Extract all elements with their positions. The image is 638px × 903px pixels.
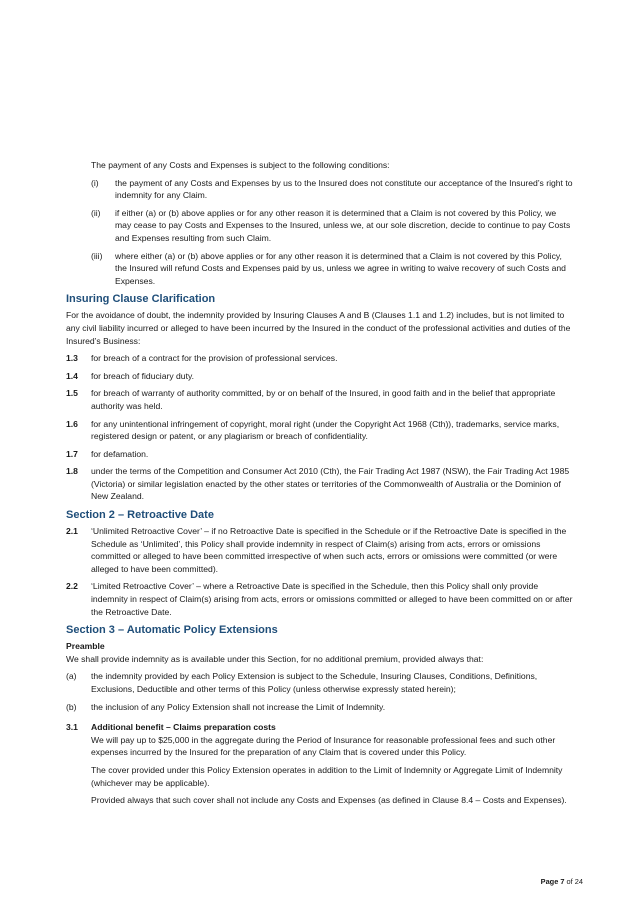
condition-number: (ii): [91, 207, 101, 218]
clause-text: ‘Unlimited Retroactive Cover’ – if no Retroactive Date is specified in the Schedule or if the Retroactive Date is specified in the Schedule as ‘Unlimited’, this Policy shall provide indemnity in respect of Claim(s) arising from acts, errors or omissions committed or alleged to have been committed irrespective of when such acts, errors or omissions were committed (or were alleged to have been committed).: [91, 526, 567, 574]
extension-body: [91, 721, 574, 807]
clause-item: [66, 580, 574, 618]
condition-item: [66, 250, 574, 288]
extension-paragraph: Provided always that such cover shall not include any Costs and Expenses (as defined in Clause 8.4 – Costs and Expenses).: [91, 795, 567, 806]
clause-number: 1.6: [66, 418, 78, 429]
proviso-item: [66, 670, 574, 695]
condition-text: the payment of any Costs and Expenses by us to the Insured does not constitute our acceptance of the Insured’s right to indemnity for any Claim.: [115, 177, 573, 201]
clause-text: for breach of a contract for the provision of professional services.: [91, 353, 338, 364]
clause-item: [66, 448, 574, 461]
extension-paragraph: We will pay up to $25,000 in the aggregate during the Period of Insurance for reasonable professional fees and such other expenses incurred by the Insured for the preparation of any Claim that is covered under this Policy.: [91, 734, 556, 758]
clause-number: 2.2: [66, 581, 78, 592]
condition-item: [66, 177, 574, 202]
condition-text: where either (a) or (b) above applies or for any other reason it is determined that a Claim is not covered by this Policy, the Insured will refund Costs and Expenses paid by us, unless we agree in writing to waive recovery of such Costs and Expenses.: [115, 250, 566, 286]
page-number-total: of 24: [566, 877, 583, 886]
clause-text: for breach of warranty of authority committed, by or on behalf of the Insured, in good faith and in the belief that appropriate authority was held.: [91, 388, 556, 411]
extension-paragraph: The cover provided under this Policy Extension operates in addition to the Limit of Indemnity or Aggregate Limit of Indemnity (whichever may be applicable).: [91, 764, 563, 788]
clause-item: [66, 370, 574, 383]
proviso-text: the inclusion of any Policy Extension shall not increase the Limit of Indemnity.: [91, 701, 386, 712]
clarification-heading: Insuring Clause Clarification: [66, 293, 216, 306]
clause-item: [66, 387, 574, 412]
clause-item: [66, 418, 574, 443]
clause-text: for defamation.: [91, 448, 149, 459]
preamble-title: Preamble: [66, 641, 105, 652]
extension-title: Additional benefit – Claims preparation costs: [91, 722, 276, 733]
clarification-body: For the avoidance of doubt, the indemnity provided by Insuring Clauses A and B (Clauses 1.1 and 1.2) includes, but is not limited to any civil liability incurred or alleged to have been incurred by the Insured in the conduct of the professional activities and duties of the Insured’s Business:: [66, 310, 571, 346]
section3-heading: Section 3 – Automatic Policy Extensions: [66, 624, 278, 637]
clause-number: 2.1: [66, 526, 78, 537]
section2-heading: Section 2 – Retroactive Date: [66, 509, 214, 522]
preamble-body: We shall provide indemnity as is available under this Section, for no additional premium, provided always that:: [66, 653, 484, 664]
clause-item: [66, 352, 574, 365]
clause-item: [66, 525, 574, 575]
clause-number: 1.5: [66, 388, 78, 399]
clause-item: [66, 465, 574, 503]
condition-text: if either (a) or (b) above applies or for any other reason it is determined that a Claim is not covered by this Policy, we may cease to pay Costs and Expenses to the Insured, unless we, at our sole discretion, decide to continue to pay Costs and Expenses resulting from such Claim.: [115, 207, 571, 243]
proviso-item: [66, 701, 574, 714]
proviso-number: (a): [66, 671, 77, 682]
proviso-number: (b): [66, 701, 77, 712]
clause-number: 1.3: [66, 353, 78, 364]
clause-number: 1.7: [66, 448, 78, 459]
condition-item: [66, 207, 574, 245]
clause-number: 1.8: [66, 466, 78, 477]
clause-text: for breach of fiduciary duty.: [91, 370, 195, 381]
condition-number: (iii): [91, 250, 103, 261]
clause-text: ‘Limited Retroactive Cover’ – where a Retroactive Date is specified in the Schedule, then this Policy shall only provide indemnity in respect of Claim(s) arising from acts, errors or omissions committed or alleged to have been committed on or after the Retroactive Date.: [91, 581, 573, 617]
condition-number: (i): [91, 177, 99, 188]
page-number: [541, 877, 583, 887]
clause-text: for any unintentional infringement of copyright, moral right (under the Copyright Act 1968 (Cth)), trademarks, service marks, registered design or patent, or any plagiarism or breach of confidentiality.: [91, 418, 560, 442]
page-content: [66, 159, 574, 812]
extension-number: 3.1: [66, 722, 78, 733]
extension-3-1: [66, 721, 574, 807]
proviso-text: the indemnity provided by each Policy Extension is subject to the Schedule, Insuring Clauses, Conditions, Definitions, Exclusions, Deductible and other terms of this Policy (unless otherwise expressly stated herein);: [91, 671, 538, 694]
clause-text: under the terms of the Competition and Consumer Act 2010 (Cth), the Fair Trading Act 1987 (NSW), the Fair Trading Act 1985 (Victoria) or similar legislation enacted by the other states or territories of the Commonwealth of Australia or the Dominion of New Zealand.: [91, 466, 570, 502]
conditions-intro: The payment of any Costs and Expenses is subject to the following conditions:: [91, 160, 390, 170]
page-number-current: Page 7: [540, 877, 565, 886]
clause-number: 1.4: [66, 370, 78, 381]
